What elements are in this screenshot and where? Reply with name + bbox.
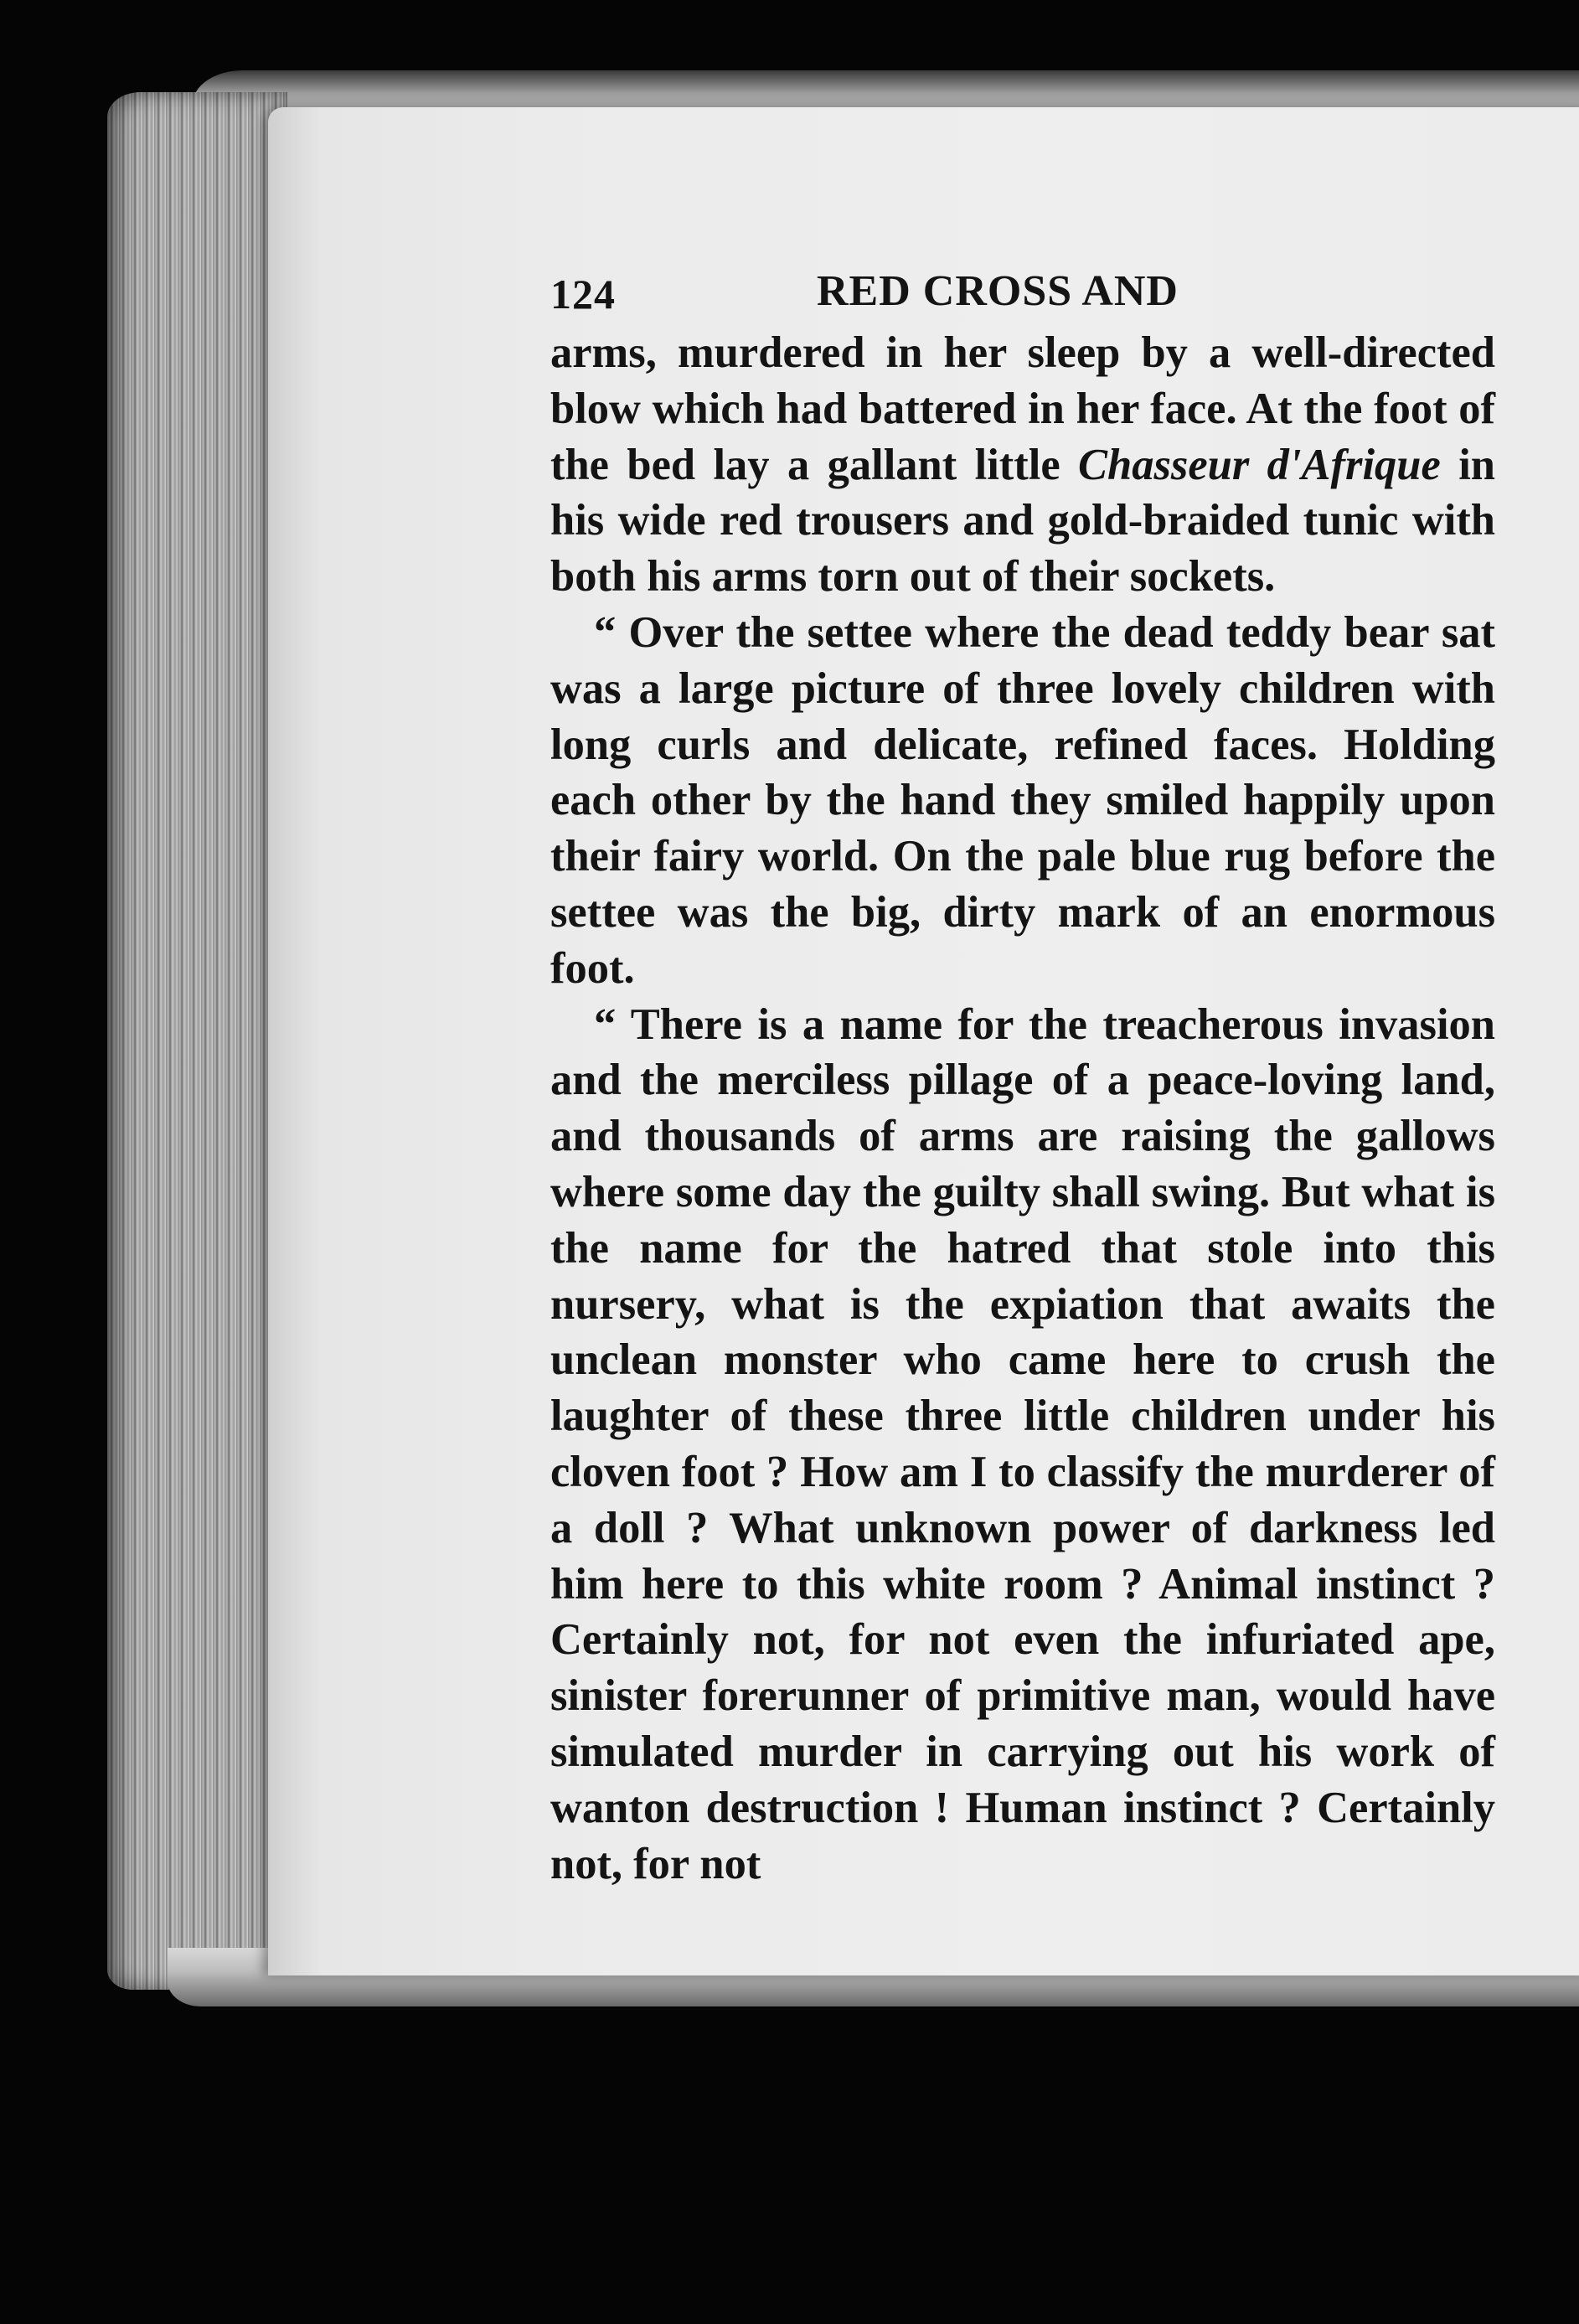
page-text-block — [550, 255, 1495, 1892]
paragraph-3: “ There is a name for the treacherous invasion and the merciless pillage of a peace-loving land, and thousands of arms are raising the gallows where some day the guilty shall swing. But what is the name for the hatred that stole into this nursery, what is the expiation that awaits the unclean monster who came here to crush the laughter of these three little children under his cloven foot ? How am I to classify the murderer of a doll ? What unknown power of darkness led him here to this white room ? Animal instinct ? Certainly not, for not even the infuriated ape, sinister forerunner of primitive man, would have simulated murder in carrying out his work of wanton destruction ! Human instinct ? Certainly not, for not — [550, 999, 1495, 1888]
paragraph-2: “ Over the settee where the dead teddy bear sat was a large picture of three lovely children with long curls and delicate, refined faces. Holding each other by the hand they smiled happily upon their fairy world. On the pale blue rug before the settee was the big, dirty mark of an enormous foot. — [550, 607, 1495, 993]
running-head — [550, 255, 1495, 325]
paragraph-1 — [550, 325, 1495, 605]
paragraph-1-text-end: in his wide red trousers and gold-braided tunic with both his arms torn out of their sockets. — [550, 440, 1495, 602]
running-title: RED CROSS AND — [817, 267, 1179, 315]
paragraph-1-text-start: arms, murdered in her sleep by a well-directed blow which had battered in her face. At the foot of the bed lay a gallant little — [550, 328, 1495, 489]
page-edges-left — [107, 92, 287, 1990]
paragraph-1-italic-phrase: Chasseur d'Afrique — [1078, 440, 1441, 489]
page-number: 124 — [550, 271, 616, 318]
